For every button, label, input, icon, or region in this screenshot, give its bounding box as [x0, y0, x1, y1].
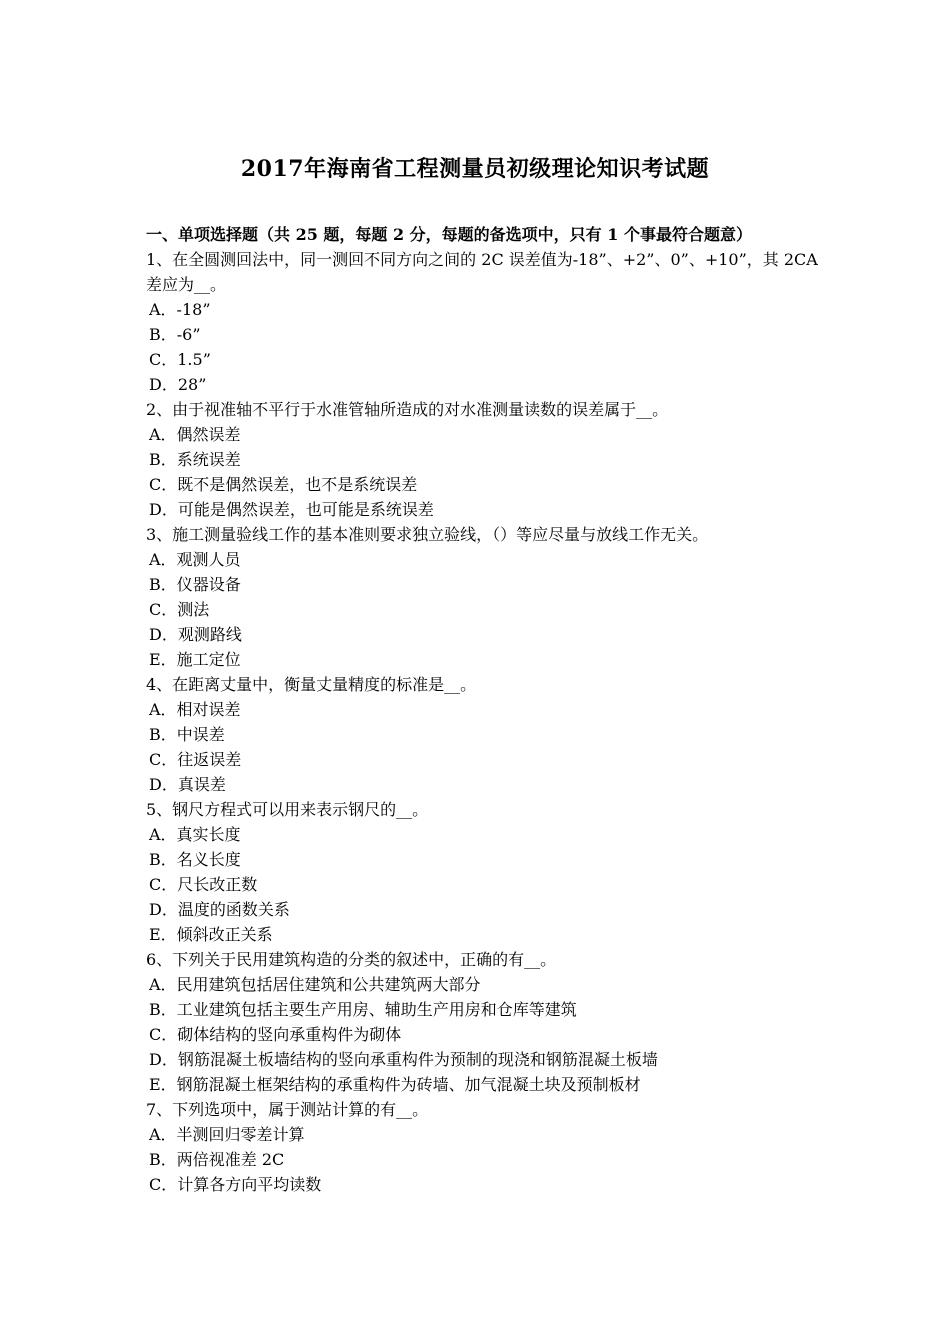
section-heading: 一、单项选择题（共 25 题，每题 2 分，每题的备选项中，只有 1 个事最符合题意） [146, 225, 752, 244]
document-body [146, 222, 826, 1197]
option-a: A．半测回归零差计算 [149, 1125, 305, 1144]
option-c: C．往返误差 [149, 750, 242, 769]
option-b: B．中误差 [149, 725, 225, 744]
option-d: D．温度的函数关系 [149, 900, 290, 919]
question-text: 1、在全圆测回法中，同一测回不同方向之间的 2C 误差值为-18”、+2”、0”、+10”，其 2CA 差应为__。 [146, 250, 818, 294]
question-text: 2、由于视准轴不平行于水准管轴所造成的对水准测量读数的误差属于__。 [146, 400, 669, 419]
option-d: D．钢筋混凝土板墙结构的竖向承重构件为预制的现浇和钢筋混凝土板墙 [149, 1050, 658, 1069]
question-3 [146, 522, 826, 672]
option-a: A．民用建筑包括居住建筑和公共建筑两大部分 [149, 975, 481, 994]
option-a: A．相对误差 [149, 700, 241, 719]
question-text: 7、下列选项中，属于测站计算的有__。 [146, 1100, 429, 1119]
question-2 [146, 397, 826, 522]
option-d: D．观测路线 [149, 625, 242, 644]
option-b: B．名义长度 [149, 850, 241, 869]
option-a: A．-18” [149, 300, 211, 319]
option-b: B．仪器设备 [149, 575, 241, 594]
option-d: D．真误差 [149, 775, 226, 794]
option-c: C．计算各方向平均读数 [149, 1175, 322, 1194]
question-7 [146, 1097, 826, 1197]
option-c: C．测法 [149, 600, 210, 619]
option-c: C．砌体结构的竖向承重构件为砌体 [149, 1025, 402, 1044]
option-b: B．-6” [149, 325, 201, 344]
option-e: E．钢筋混凝土框架结构的承重构件为砖墙、加气混凝土块及预制板材 [149, 1075, 641, 1094]
question-1 [146, 247, 826, 397]
option-a: A．偶然误差 [149, 425, 241, 444]
option-b: B．两倍视准差 2C [149, 1150, 285, 1169]
option-b: B．工业建筑包括主要生产用房、辅助生产用房和仓库等建筑 [149, 1000, 577, 1019]
option-a: A．观测人员 [149, 550, 241, 569]
option-d: D．可能是偶然误差，也可能是系统误差 [149, 500, 434, 519]
question-text: 3、施工测量验线工作的基本准则要求独立验线，（）等应尽量与放线工作无关。 [146, 525, 709, 544]
option-c: C．1.5” [149, 350, 211, 369]
option-c: C．既不是偶然误差，也不是系统误差 [149, 475, 418, 494]
question-text: 6、下列关于民用建筑构造的分类的叙述中，正确的有__。 [146, 950, 557, 969]
question-text: 5、钢尺方程式可以用来表示钢尺的__。 [146, 800, 429, 819]
option-a: A．真实长度 [149, 825, 241, 844]
option-b: B．系统误差 [149, 450, 241, 469]
question-6 [146, 947, 826, 1097]
option-e: E．倾斜改正关系 [149, 925, 273, 944]
question-4 [146, 672, 826, 797]
option-d: D．28” [149, 375, 207, 394]
question-text: 4、在距离丈量中，衡量丈量精度的标准是__。 [146, 675, 477, 694]
option-c: C．尺长改正数 [149, 875, 258, 894]
option-e: E．施工定位 [149, 650, 241, 669]
document-title: 2017年海南省工程测量员初级理论知识考试题 [240, 156, 710, 182]
question-5 [146, 797, 826, 947]
